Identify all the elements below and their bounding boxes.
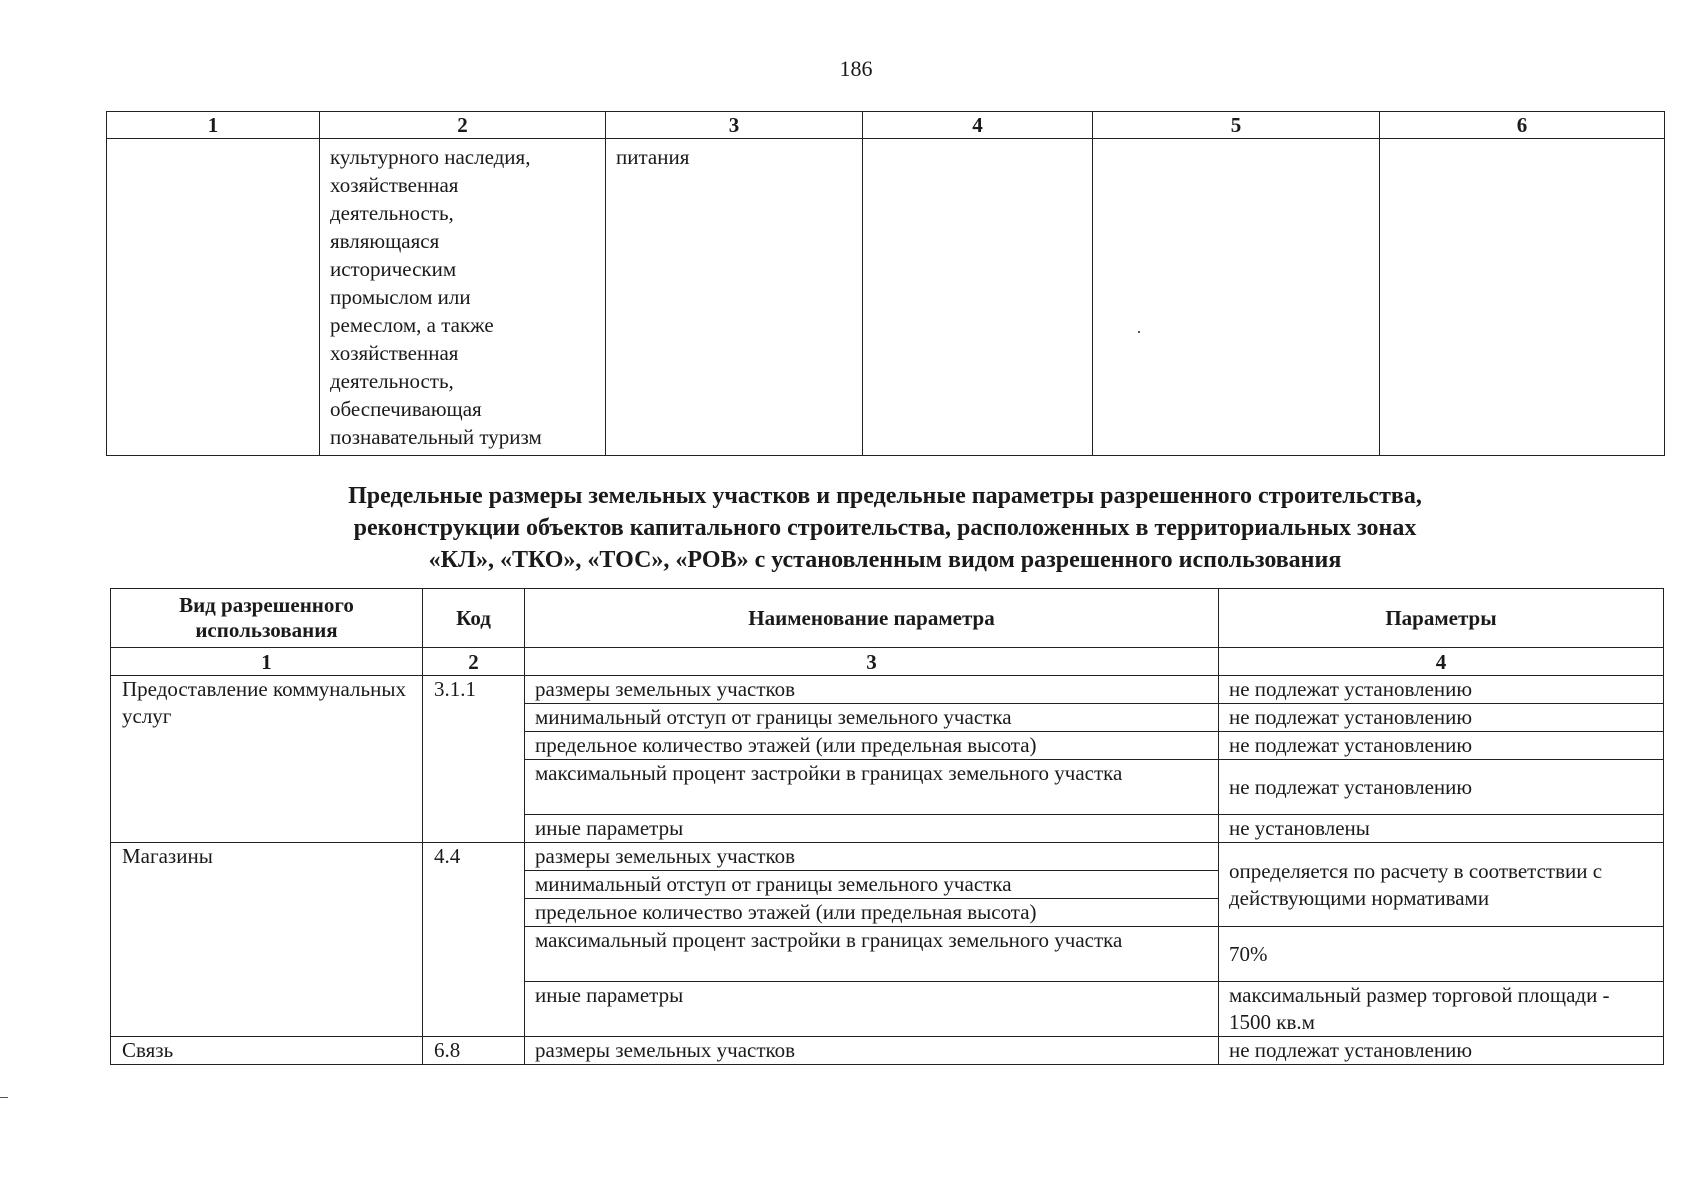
table-cell	[863, 139, 1093, 456]
column-number-header: 6	[1380, 112, 1665, 139]
param-name-cell: иные параметры	[525, 815, 1219, 843]
parameters-table-header-row	[111, 589, 1664, 648]
param-name-cell: максимальный процент застройки в границах земельного участка	[525, 927, 1219, 982]
param-value-cell: не подлежат установлению	[1219, 676, 1664, 704]
param-name-cell: минимальный отступ от границы земельного участка	[525, 704, 1219, 732]
table-cell	[107, 139, 320, 456]
table-row	[111, 843, 1664, 871]
param-value-cell: не подлежат установлению	[1219, 1037, 1664, 1065]
param-name-cell: размеры земельных участков	[525, 1037, 1219, 1065]
column-number-header: 3	[525, 648, 1219, 676]
table-cell	[320, 139, 606, 456]
table-cell	[1093, 139, 1380, 456]
scan-speck	[1138, 331, 1140, 333]
param-value-cell: не подлежат установлению	[1219, 732, 1664, 760]
param-name-cell: предельное количество этажей (или предельная высота)	[525, 732, 1219, 760]
param-name-cell: предельное количество этажей (или предельная высота)	[525, 899, 1219, 927]
table-row	[111, 1037, 1664, 1065]
column-number-header: 4	[863, 112, 1093, 139]
column-number-header: 2	[320, 112, 606, 139]
code-cell: 3.1.1	[423, 676, 525, 843]
code-cell: 4.4	[423, 843, 525, 1037]
parameters-table	[110, 588, 1664, 1065]
use-type-header: Вид разрешенного использования	[111, 589, 423, 648]
code-cell: 6.8	[423, 1037, 525, 1065]
table-cell: питания	[606, 139, 863, 456]
column-number-header: 1	[107, 112, 320, 139]
param-value-cell: максимальный размер торговой площади - 1500 кв.м	[1219, 982, 1664, 1037]
scan-edge-mark	[0, 1097, 8, 1098]
param-value-cell: не подлежат установлению	[1219, 760, 1664, 815]
continuation-table	[106, 111, 1665, 456]
column-number-header: 4	[1219, 648, 1664, 676]
page-number: 186	[839, 56, 873, 81]
param-name-cell: минимальный отступ от границы земельного участка	[525, 871, 1219, 899]
param-name-cell: иные параметры	[525, 982, 1219, 1037]
table-row	[111, 676, 1664, 704]
param-value-cell: 70%	[1219, 927, 1664, 982]
table-row	[107, 139, 1665, 456]
table-cell	[1380, 139, 1665, 456]
param-name-cell: размеры земельных участков	[525, 843, 1219, 871]
section-heading: Предельные размеры земельных участков и предельные параметры разрешенного строительства, реконструкции объектов капитального строительства, расположенных в территориальных зонах «КЛ», «ТКО», «ТОС», «РОВ» с установленным видом разрешенного использования	[348, 483, 1422, 573]
param-name-cell: максимальный процент застройки в границах земельного участка	[525, 760, 1219, 815]
use-type-cell: Магазины	[111, 843, 423, 1037]
column-numbers-row	[111, 648, 1664, 676]
use-description-text: культурного наследия, хозяйственная деятельность, являющаяся историческим промыслом или ремеслом, а также хозяйственная деятельность, обеспечивающая познавательный туризм	[330, 145, 542, 449]
column-number-header: 3	[606, 112, 863, 139]
param-name-header: Наименование параметра	[525, 589, 1219, 648]
param-value-cell: не подлежат установлению	[1219, 704, 1664, 732]
continuation-table-header-row	[107, 112, 1665, 139]
column-number-header: 1	[111, 648, 423, 676]
params-header: Параметры	[1219, 589, 1664, 648]
param-value-cell: не установлены	[1219, 815, 1664, 843]
use-type-cell: Связь	[111, 1037, 423, 1065]
column-number-header: 5	[1093, 112, 1380, 139]
column-number-header: 2	[423, 648, 525, 676]
param-name-cell: размеры земельных участков	[525, 676, 1219, 704]
code-header: Код	[423, 589, 525, 648]
use-type-cell: Предоставление коммунальных услуг	[111, 676, 423, 843]
param-value-cell: определяется по расчету в соответствии с действующими нормативами	[1219, 843, 1664, 927]
